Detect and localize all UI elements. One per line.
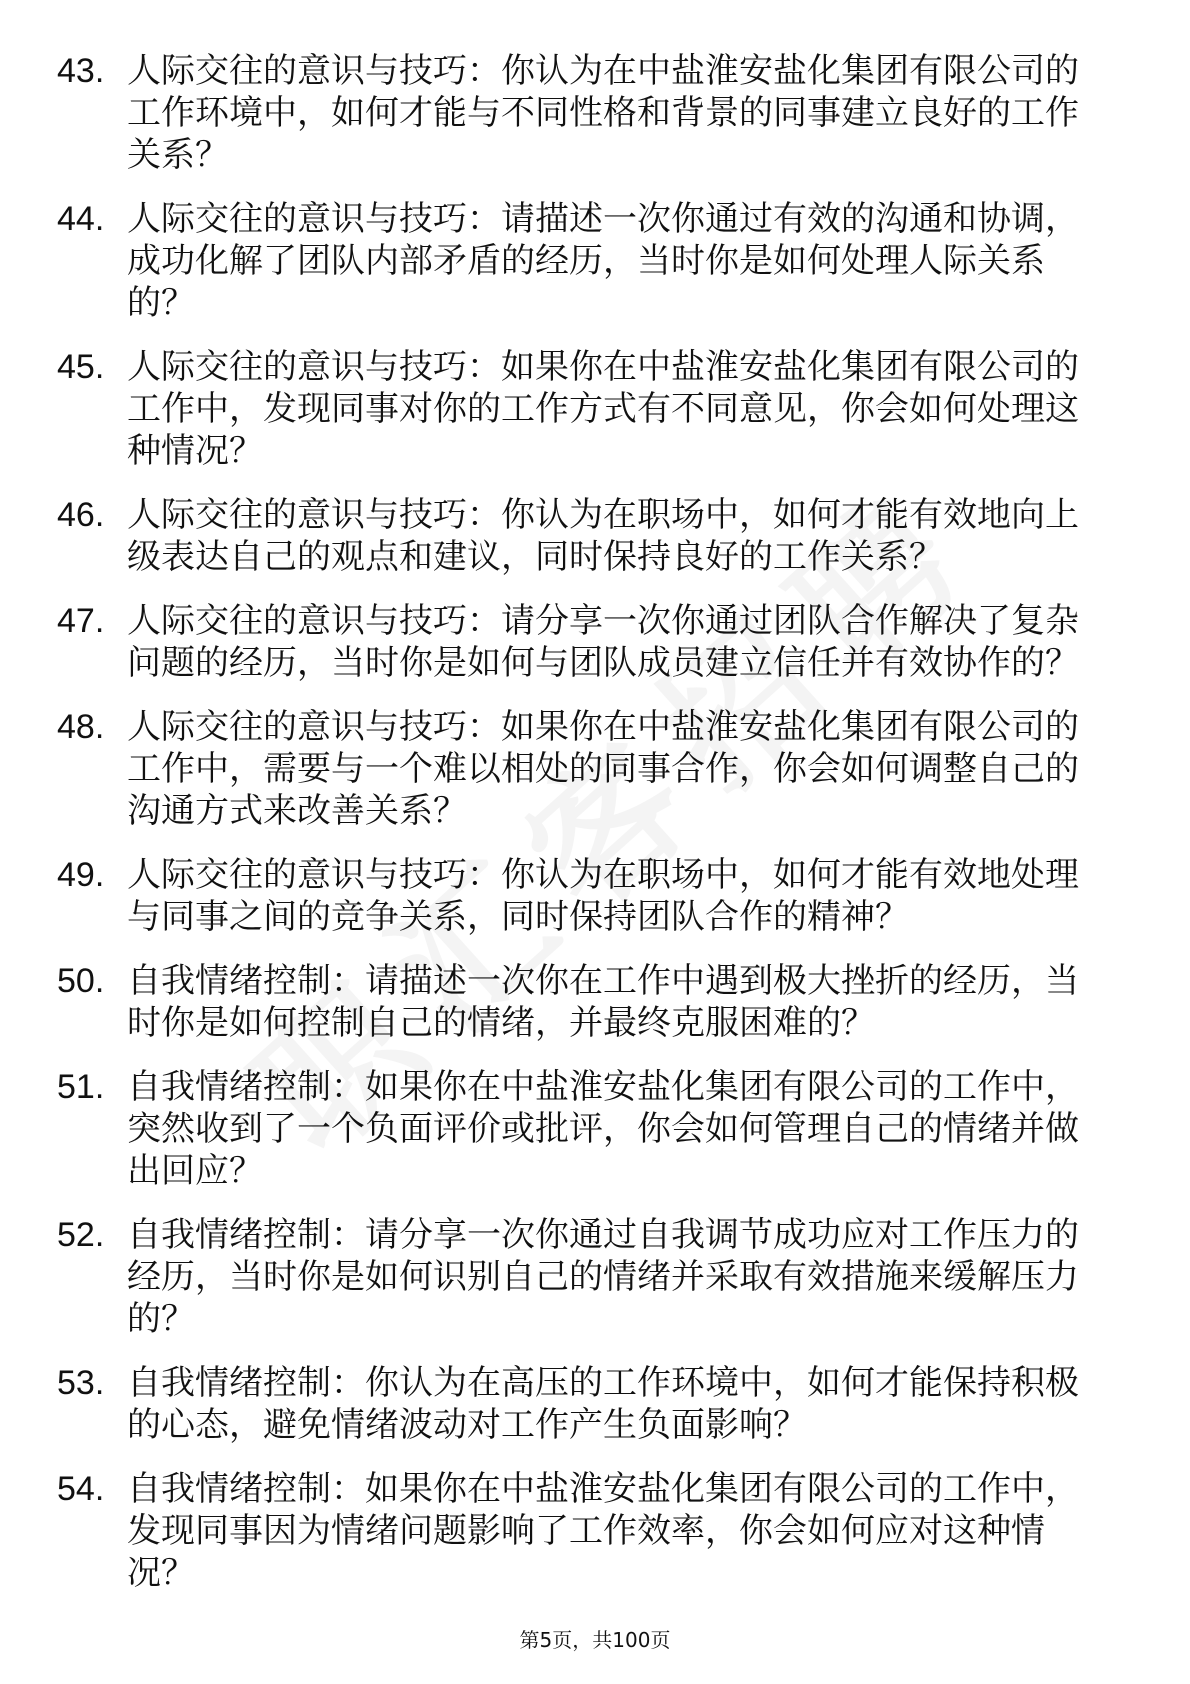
question-item [0, 1468, 1190, 1594]
question-list [0, 50, 1190, 1616]
question-number: 46. [57, 496, 105, 534]
question-item [0, 1214, 1190, 1340]
question-item [0, 1362, 1190, 1446]
question-number: 48. [57, 708, 105, 746]
question-text: 自我情绪控制：你认为在高压的工作环境中，如何才能保持积极的心态，避免情绪波动对工作产生负面影响？ [127, 1363, 1079, 1445]
question-number: 45. [57, 348, 105, 386]
question-number: 47. [57, 602, 105, 640]
question-text: 自我情绪控制：请分享一次你通过自我调节成功应对工作压力的经历，当时你是如何识别自己的情绪并采取有效措施来缓解压力的？ [127, 1215, 1079, 1339]
question-number: 44. [57, 200, 105, 238]
question-text: 自我情绪控制：如果你在中盐淮安盐化集团有限公司的工作中，突然收到了一个负面评价或批评，你会如何管理自己的情绪并做出回应？ [127, 1067, 1079, 1191]
question-number: 52. [57, 1216, 105, 1254]
page-footer: 第5页，共100页 [519, 1628, 671, 1652]
question-number: 54. [57, 1470, 105, 1508]
question-item [0, 706, 1190, 832]
question-number: 51. [57, 1068, 105, 1106]
question-number: 49. [57, 856, 105, 894]
question-text: 人际交往的意识与技巧：你认为在职场中，如何才能有效地处理与同事之间的竞争关系，同时保持团队合作的精神？ [127, 855, 1079, 937]
question-number: 53. [57, 1364, 105, 1402]
question-text: 自我情绪控制：请描述一次你在工作中遇到极大挫折的经历，当时你是如何控制自己的情绪，并最终克服困难的？ [127, 961, 1079, 1043]
question-text: 自我情绪控制：如果你在中盐淮安盐化集团有限公司的工作中，发现同事因为情绪问题影响了工作效率，你会如何应对这种情况？ [127, 1469, 1079, 1593]
question-item [0, 600, 1190, 684]
question-text: 人际交往的意识与技巧：请分享一次你通过团队合作解决了复杂问题的经历，当时你是如何与团队成员建立信任并有效协作的？ [127, 601, 1079, 683]
question-text: 人际交往的意识与技巧：请描述一次你通过有效的沟通和协调，成功化解了团队内部矛盾的经历，当时你是如何处理人际关系的？ [127, 199, 1079, 323]
question-item [0, 960, 1190, 1044]
question-item [0, 494, 1190, 578]
question-item [0, 1066, 1190, 1192]
question-item [0, 50, 1190, 176]
question-item [0, 854, 1190, 938]
question-number: 50. [57, 962, 105, 1000]
question-text: 人际交往的意识与技巧：如果你在中盐淮安盐化集团有限公司的工作中，发现同事对你的工作方式有不同意见，你会如何处理这种情况？ [127, 347, 1079, 471]
question-item [0, 198, 1190, 324]
question-text: 人际交往的意识与技巧：你认为在职场中，如何才能有效地向上级表达自己的观点和建议，同时保持良好的工作关系？ [127, 495, 1079, 577]
question-number: 43. [57, 52, 105, 90]
question-text: 人际交往的意识与技巧：你认为在中盐淮安盐化集团有限公司的工作环境中，如何才能与不同性格和背景的同事建立良好的工作关系？ [127, 51, 1079, 175]
question-text: 人际交往的意识与技巧：如果你在中盐淮安盐化集团有限公司的工作中，需要与一个难以相处的同事合作，你会如何调整自己的沟通方式来改善关系？ [127, 707, 1079, 831]
question-item [0, 346, 1190, 472]
